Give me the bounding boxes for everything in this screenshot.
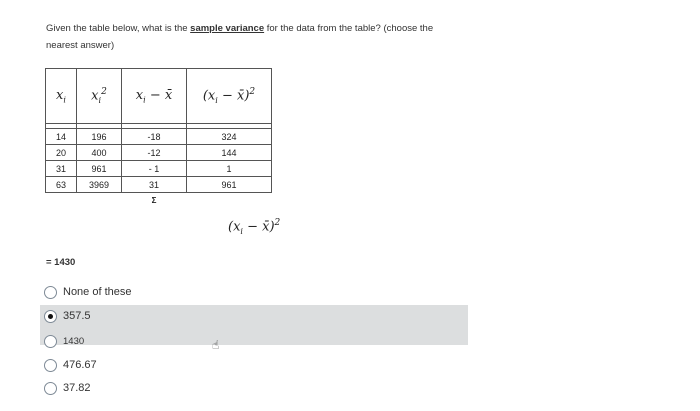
table-cell: -18 [122, 129, 187, 145]
table-row [46, 161, 272, 177]
option-none-of-these[interactable] [44, 281, 132, 303]
deviation-squared-formula: ($x_i$ − x̄)$^2$ [228, 218, 281, 236]
table-row [46, 177, 272, 193]
option-label: 1430 [63, 335, 85, 347]
option-37-82[interactable] [44, 377, 91, 399]
option-label: 357.5 [63, 310, 91, 322]
table-cell: 31 [46, 161, 77, 177]
table-cell: 20 [46, 145, 77, 161]
radio-button[interactable] [44, 286, 57, 299]
header-xi: $x_i$ [46, 69, 77, 124]
question-text [46, 20, 456, 54]
option-label: 476.67 [63, 359, 97, 371]
question-suffix: for the data from the table? (choose the nearest answer) [46, 23, 434, 51]
radio-button[interactable] [44, 382, 57, 395]
option-1430[interactable] [44, 330, 84, 352]
sum-result: = 1430 [46, 257, 76, 268]
table-cell: 324 [187, 129, 272, 145]
option-476-67[interactable] [44, 354, 97, 376]
table-row [46, 129, 272, 145]
table-cell: 400 [77, 145, 122, 161]
table-cell: 3969 [77, 177, 122, 193]
table-header-row [46, 69, 272, 124]
option-label: 37.82 [63, 382, 91, 394]
table-cell: -12 [122, 145, 187, 161]
header-deviation-squared: ($x_i$ − x̄)$^2$ [187, 69, 272, 124]
table-cell: 14 [46, 129, 77, 145]
table-row [46, 145, 272, 161]
sigma-row [46, 193, 272, 208]
table-cell: 196 [77, 129, 122, 145]
header-deviation: $x_i$ − x̄ [122, 69, 187, 124]
question-prefix: Given the table below, what is the [46, 23, 191, 34]
option-357-5[interactable] [40, 305, 468, 327]
data-table [45, 68, 272, 207]
table-cell: 144 [187, 145, 272, 161]
table-cell: 961 [77, 161, 122, 177]
table-cell: 31 [122, 177, 187, 193]
header-xi-squared: $x_i^2$ [77, 69, 122, 124]
question-emphasis: sample variance [190, 23, 265, 34]
selection-highlight [40, 327, 468, 345]
table-cell: 1 [187, 161, 272, 177]
sigma-symbol: Σ [151, 195, 157, 205]
table-cell: 961 [187, 177, 272, 193]
table-cell: - 1 [122, 161, 187, 177]
radio-button[interactable] [44, 359, 57, 372]
radio-button[interactable] [44, 335, 57, 348]
table-cell: 63 [46, 177, 77, 193]
option-label: None of these [63, 286, 132, 298]
hand-cursor-icon: ☝ [212, 338, 220, 352]
radio-button-selected[interactable] [44, 310, 57, 323]
